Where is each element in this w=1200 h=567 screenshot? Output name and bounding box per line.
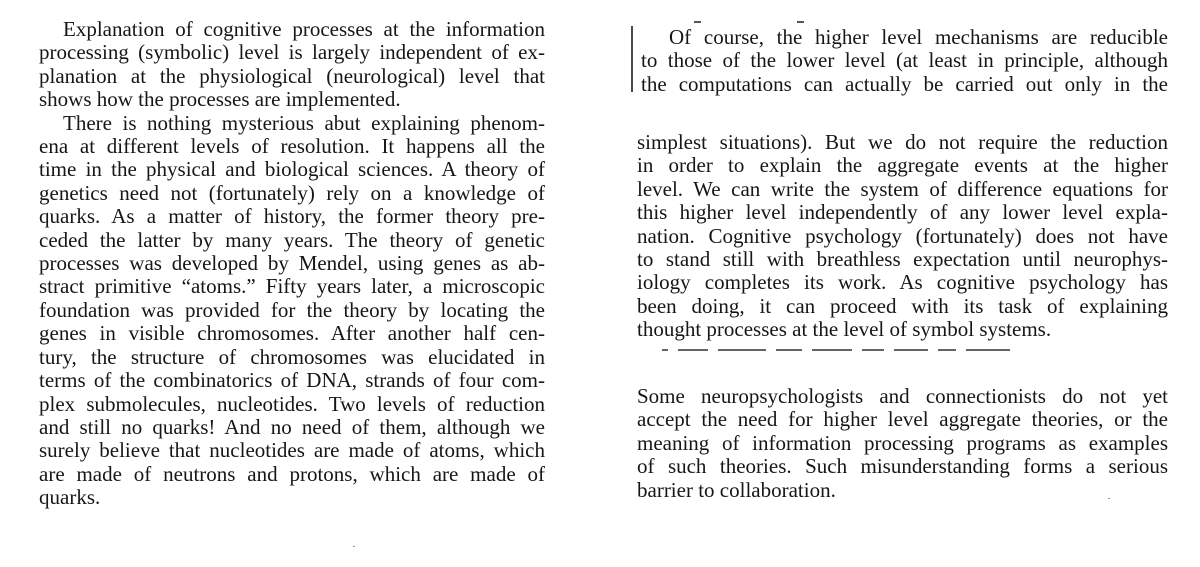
- right-column-block-reducible: [641, 26, 1168, 96]
- text-line: quarks. As a matter of history, the former theory pre-: [39, 204, 545, 229]
- text-line: simplest situations). But we do not require the reduction: [637, 130, 1168, 154]
- text-line: tury, the structure of chromosomes was elucidated in: [39, 344, 545, 369]
- text-line: Some neuropsychologists and connectionists do not yet: [637, 384, 1168, 408]
- text-line: planation at the physiological (neurological) level that: [39, 63, 545, 88]
- text-line: to those of the lower level (at least in principle, although: [641, 48, 1168, 73]
- text-line: meaning of information processing programs as examples: [637, 430, 1168, 455]
- text-line: ena at different levels of resolution. It happens all the: [39, 134, 545, 159]
- paragraph-misunderstanding: [637, 385, 1168, 502]
- text-line: the computations can actually be carried out only in the: [641, 71, 1168, 96]
- text-line: this higher level independently of any lower level expla-: [637, 200, 1168, 225]
- scan-mark: [694, 21, 701, 23]
- text-line: genes in visible chromosomes. After another half cen-: [39, 321, 545, 346]
- text-line: in order to explain the aggregate events at the higher: [637, 153, 1168, 178]
- text-line: processing (symbolic) level is largely independent of ex-: [39, 40, 545, 65]
- text-line: quarks.: [39, 485, 101, 510]
- text-line: shows how the processes are implemented.: [39, 87, 401, 112]
- text-line: ceded the latter by many years. The theory of genetic: [39, 227, 545, 252]
- text-line: thought processes at the level of symbol systems.: [637, 317, 1052, 342]
- text-line: are made of neutrons and protons, which are made of: [39, 461, 545, 486]
- text-line: surely believe that nucleotides are made of atoms, which: [39, 438, 545, 463]
- paragraph-reducible: [641, 26, 1168, 96]
- scan-mark: [797, 21, 804, 23]
- text-line: level. We can write the system of difference equations for: [637, 176, 1168, 201]
- text-line: plex submolecules, nucleotides. Two levels of reduction: [39, 391, 545, 416]
- right-column-block-misunderstanding: [637, 385, 1168, 502]
- text-line: of such theories. Such misunderstanding forms a serious: [637, 454, 1168, 479]
- text-line: to stand still with breathless expectation until neurophys-: [637, 247, 1168, 272]
- text-line: been doing, it can proceed with its task of explaining: [637, 293, 1168, 318]
- left-column: [39, 18, 545, 510]
- paragraph-levels-explanation: [39, 18, 545, 112]
- text-line: stract primitive “atoms.” Fifty years later, a microscopic: [39, 274, 545, 299]
- text-line: processes was developed by Mendel, using genes as ab-: [39, 251, 545, 276]
- scan-speck: [353, 546, 355, 547]
- text-line: genetics need not (fortunately) rely on a knowledge of: [39, 180, 545, 205]
- text-line: nation. Cognitive psychology (fortunately) does not have: [637, 223, 1168, 248]
- margin-revision-bar: [631, 26, 633, 92]
- text-line: Explanation of cognitive processes at the information: [63, 17, 545, 41]
- text-line: barrier to collaboration.: [637, 477, 836, 502]
- text-line: There is nothing mysterious abut explaining phenom-: [63, 110, 545, 135]
- paragraph-levels-of-resolution: [39, 112, 545, 510]
- paragraph-reduction: [637, 131, 1168, 342]
- text-line: terms of the combinatorics of DNA, strands of four com-: [39, 368, 545, 393]
- text-line: Of course, the higher level mechanisms are reducible: [669, 25, 1168, 49]
- cropped-text-remnant: [648, 349, 1098, 357]
- right-column-block-reduction: [637, 131, 1168, 342]
- text-line: foundation was provided for the theory by locating the: [39, 297, 545, 322]
- text-line: accept the need for higher level aggregate theories, or the: [637, 407, 1168, 432]
- text-line: time in the physical and biological sciences. A theory of: [39, 157, 545, 182]
- scan-speck: [1108, 498, 1110, 499]
- text-line: and still no quarks! And no need of them, although we: [39, 414, 545, 439]
- text-line: iology completes its work. As cognitive psychology has: [637, 270, 1168, 295]
